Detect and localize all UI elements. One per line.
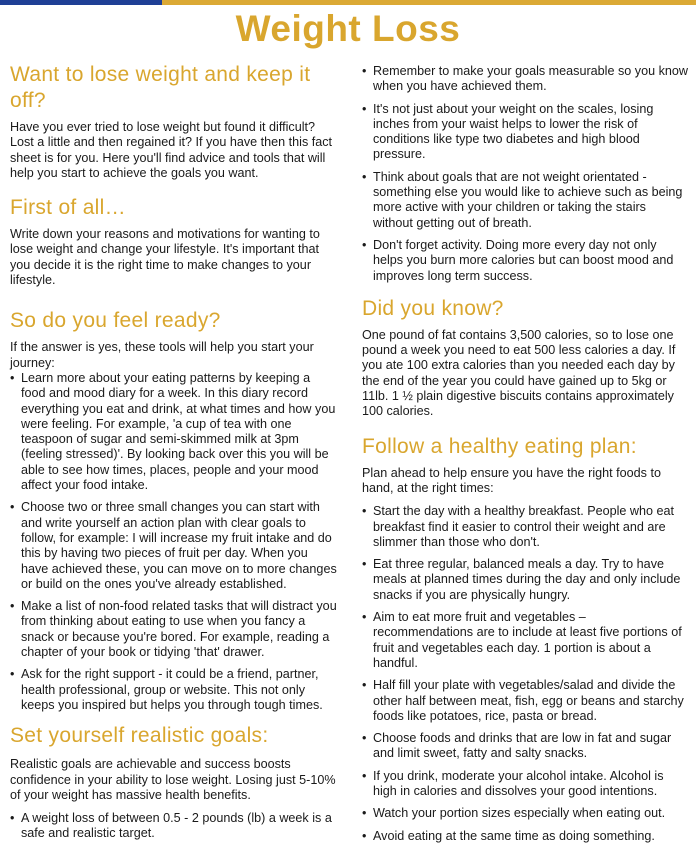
paragraph-first-of-all: Write down your reasons and motivations for wanting to lose weight and change your lifestyle. It's important that you decide it is the right time to make changes to your lifestyle. [10,227,320,288]
paragraph-realistic-goals: Realistic goals are achievable and success boosts confidence in your ability to lose weight. Losing just 5-10% of your weight has massive health benefits. [10,757,336,802]
top-bar-gold-segment [162,0,696,5]
list-item: • Remember to make your goals measurable so you know when you have achieved them. [362,64,688,95]
heading-first-of-all: First of all… [10,196,126,220]
right-column [362,58,688,844]
list-ready-tools [10,371,338,713]
list-item: • Watch your portion sizes especially when eating out. [362,806,688,821]
paragraph-feel-ready-intro: If the answer is yes, these tools will help you start your journey: [10,340,314,370]
heading-lose-weight: Want to lose weight and keep it off? [10,63,311,112]
left-column [10,58,338,842]
paragraph-healthy-eating-intro: Plan ahead to help ensure you have the right foods to hand, at the right times: [362,465,661,495]
list-goals-right [362,64,688,284]
paragraph-intro: Have you ever tried to lose weight but found it difficult? Lost a little and then regained it? If you have then this fact sheet is for you. Here you'll find advice and tools that will help you start to achieve the goals you want. [10,120,333,180]
list-item: • Think about goals that are not weight orientated - something else you would like to achieve such as being more active with your children or taking the stairs without getting out of breath. [362,170,688,231]
list-item: • Choose two or three small changes you can start with and write yourself an action plan with clear goals to follow, for example: I will increase my fruit intake and do this by having two pieces of fruit per day. When you have achieved these, you can move on to more changes or build on the ones you've already established. [10,500,338,592]
heading-feel-ready: So do you feel ready? [10,309,221,333]
list-item: • A weight loss of between 0.5 - 2 pounds (lb) a week is a safe and realistic target. [10,811,338,842]
paragraph-did-you-know: One pound of fat contains 3,500 calories, so to lose one pound a week you need to eat 500 less calories a day. If you ate 100 extra calories than you needed each day by the end of the year you could have gained up to 5kg or 11lb. 1 ½ plain digestive biscuits contains approximately 100 calories. [362,327,676,419]
list-item: • If you drink, moderate your alcohol intake. Alcohol is high in calories and dissolves your good intentions. [362,769,688,800]
heading-realistic-goals: Set yourself realistic goals: [10,724,269,748]
list-item: • Make a list of non-food related tasks that will distract you from thinking about eating to use when you fancy a snack or because you're bored. For example, reading a chapter of your book or tidying 'that' drawer. [10,599,338,660]
list-item: • Half fill your plate with vegetables/salad and divide the other half between meat, fish, egg or beans and starchy foods like potatoes, rice, pasta or bread. [362,678,688,724]
list-item: • Start the day with a healthy breakfast. People who eat breakfast find it easier to control their weight and are slimmer than those who don't. [362,504,688,550]
top-color-bar [0,0,696,5]
list-item: • Aim to eat more fruit and vegetables – recommendations are to include at least five portions of fruit and vegetables each day. 1 portion is about a handful. [362,610,688,671]
page-title: Weight Loss [235,8,461,49]
list-goals-left [10,811,338,842]
list-item: • Don't forget activity. Doing more every day not only helps you burn more calories but can boost mood and improves long term success. [362,238,688,284]
list-healthy-eating [362,504,688,844]
heading-did-you-know: Did you know? [362,296,504,320]
list-item: • Choose foods and drinks that are low in fat and sugar and limit sweet, fatty and salty snacks. [362,731,688,762]
list-item: • It's not just about your weight on the scales, losing inches from your waist helps to lower the risk of conditions like type two diabetes and high blood pressure. [362,102,688,163]
list-item: • Avoid eating at the same time as doing something. [362,829,688,844]
list-item: • Ask for the right support - it could be a friend, partner, health professional, group or website. This not only keeps you inspired but helps you through tough times. [10,667,338,713]
list-item: • Eat three regular, balanced meals a day. Try to have meals at planned times during the day and only include snacks if you are physically hungry. [362,557,688,603]
list-item: • Learn more about your eating patterns by keeping a food and mood diary for a week. In this diary record everything you eat and drink, at what times and how you were feeling. For example, 'a cup of tea with one teaspoon of sugar and semi-skimmed milk at 3pm (feeling stressed)'. By looking back over this you will be able to see how times, places, people and your mood affect your food intake. [10,371,338,493]
top-bar-blue-segment [0,0,162,5]
heading-healthy-eating: Follow a healthy eating plan: [362,434,637,458]
